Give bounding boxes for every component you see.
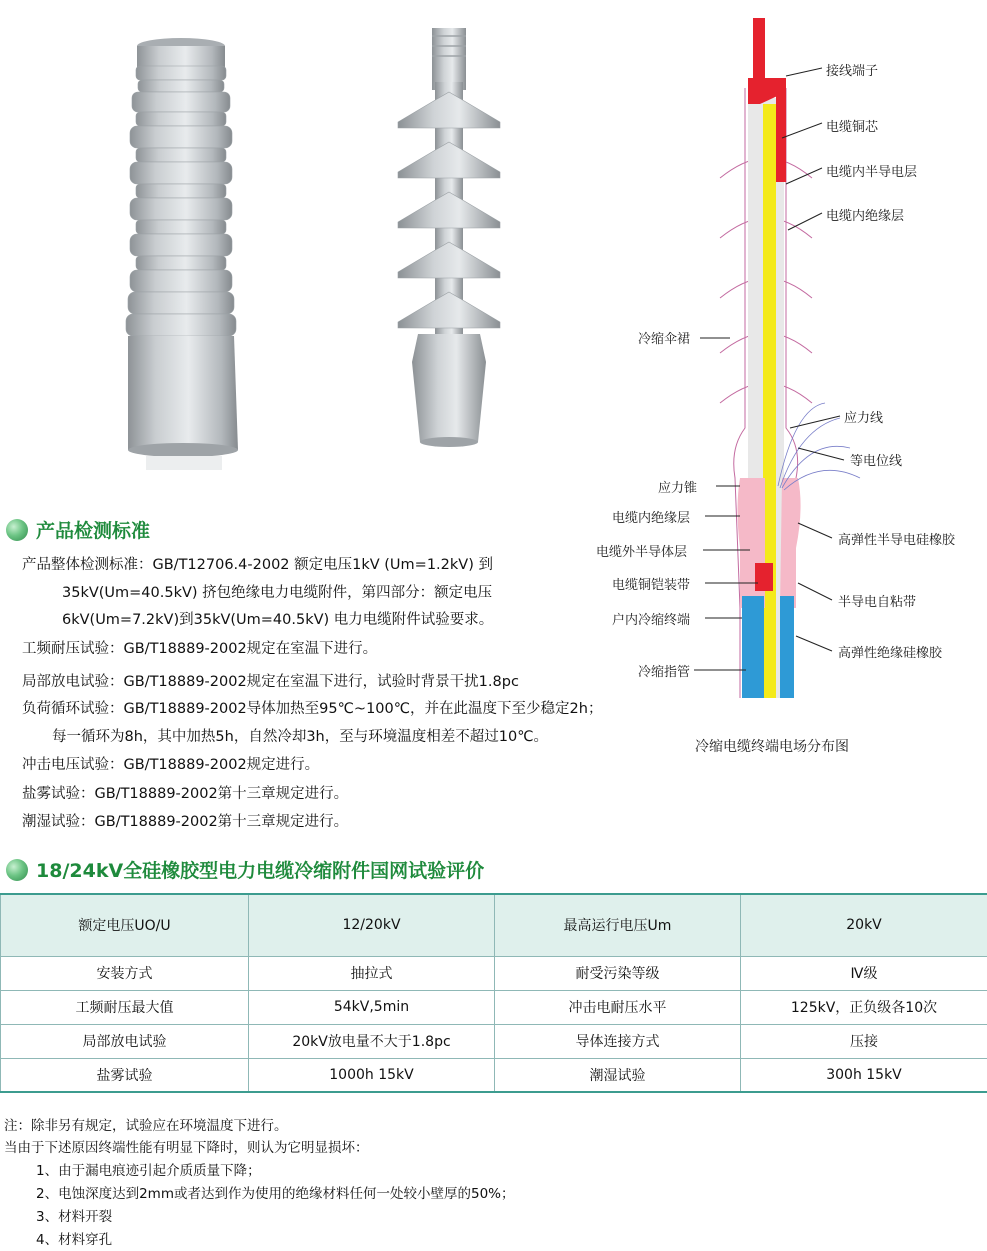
green-bullet-icon xyxy=(6,859,28,881)
standard-line: 潮湿试验：GB/T18889-2002第十三章规定进行。 xyxy=(22,814,349,830)
label-stress-cone: 应力锥 xyxy=(658,481,698,496)
label-inner-insulation-top: 电缆内绝缘层 xyxy=(826,209,905,224)
table-cell: 导体连接方式 xyxy=(495,1024,741,1058)
table-cell: 冲击电耐压水平 xyxy=(495,990,741,1024)
label-terminal: 接线端子 xyxy=(826,64,879,79)
standard-line: 35kV(Um=40.5kV) 挤包绝缘电力电缆附件，第四部分：额定电压 xyxy=(62,585,493,601)
label-finger-tube: 冷缩指管 xyxy=(638,665,691,680)
table-row xyxy=(1,1058,987,1092)
note-line: 3、材料开裂 xyxy=(36,1209,113,1225)
label-copper-core: 电缆铜芯 xyxy=(826,120,879,135)
note-line: 1、由于漏电痕迹引起介质质量下降； xyxy=(36,1163,261,1179)
table-cell: 额定电压UO/U xyxy=(1,894,249,956)
standard-line: 冲击电压试验：GB/T18889-2002规定进行。 xyxy=(22,757,320,773)
table-cell: 压接 xyxy=(741,1024,987,1058)
label-armor-tape: 电缆铜铠装带 xyxy=(612,578,691,593)
table-cell: 潮湿试验 xyxy=(495,1058,741,1092)
standard-line: 负荷循环试验：GB/T18889-2002导体加热至95℃~100℃，并在此温度下至少稳定2h； xyxy=(22,701,603,717)
note-line: 4、材料穿孔 xyxy=(36,1232,113,1248)
label-outer-semiconductor: 电缆外半导体层 xyxy=(596,545,688,560)
standard-line: 局部放电试验：GB/T18889-2002规定在室温下进行，试验时背景干扰1.8pc xyxy=(22,674,519,690)
termination-field-diagram xyxy=(590,8,985,768)
table-header-row xyxy=(1,894,987,956)
table-cell: 局部放电试验 xyxy=(1,1024,249,1058)
table-cell: 1000h 15kV xyxy=(249,1058,495,1092)
label-inner-insulation: 电缆内绝缘层 xyxy=(612,511,691,526)
note-line: 当由于下述原因终端性能有明显下降时，则认为它明显损坏： xyxy=(4,1140,369,1156)
table-cell: 20kV xyxy=(741,894,987,956)
note-line: 注：除非另有规定，试验应在环境温度下进行。 xyxy=(4,1118,288,1134)
table-cell: 安装方式 xyxy=(1,956,249,990)
label-hi-elastic-insulation: 高弹性绝缘硅橡胶 xyxy=(838,646,943,661)
section-evaluation-title: 18/24kV全硅橡胶型电力电缆冷缩附件国网试验评价 xyxy=(36,860,485,882)
table-row xyxy=(1,956,987,990)
section-standards-title: 产品检测标准 xyxy=(36,520,151,542)
standard-line: 盐雾试验：GB/T18889-2002第十三章规定进行。 xyxy=(22,786,349,802)
label-equipotential: 等电位线 xyxy=(850,454,903,469)
table-cell: 耐受污染等级 xyxy=(495,956,741,990)
shedded-insulator-photo xyxy=(388,22,508,462)
table-row xyxy=(1,990,987,1024)
section-standards-heading xyxy=(6,516,150,543)
table-row xyxy=(1,1024,987,1058)
table-cell: 20kV放电量不大于1.8pc xyxy=(249,1024,495,1058)
section-evaluation-heading xyxy=(6,856,484,883)
standard-line: 6kV(Um=7.2kV)到35kV(Um=40.5kV) 电力电缆附件试验要求。 xyxy=(62,612,494,628)
standard-line: 工频耐压试验：GB/T18889-2002规定在室温下进行。 xyxy=(22,641,378,657)
label-inner-semiconductive: 电缆内半导电层 xyxy=(826,165,918,180)
green-bullet-icon xyxy=(6,519,28,541)
table-cell: 最高运行电压Um xyxy=(495,894,741,956)
table-cell: Ⅳ级 xyxy=(741,956,987,990)
table-cell: 300h 15kV xyxy=(741,1058,987,1092)
table-cell: 抽拉式 xyxy=(249,956,495,990)
diagram-caption: 冷缩电缆终端电场分布图 xyxy=(695,739,849,755)
standard-line: 每一循环为8h，其中加热5h，自然冷却3h，至与环境温度相差不超过10℃。 xyxy=(52,729,548,745)
table-cell: 工频耐压最大值 xyxy=(1,990,249,1024)
note-line: 2、电蚀深度达到2mm或者达到作为使用的绝缘材料任何一处较小壁厚的50%； xyxy=(36,1186,515,1202)
evaluation-table xyxy=(0,893,987,1093)
table-cell: 125kV，正负级各10次 xyxy=(741,990,987,1024)
label-sheds: 冷缩伞裙 xyxy=(638,332,691,347)
cold-shrink-tube-photo xyxy=(118,30,258,470)
table-cell: 54kV,5min xyxy=(249,990,495,1024)
label-indoor-termination: 户内冷缩终端 xyxy=(612,613,691,628)
label-hi-elastic-semiconductive: 高弹性半导电硅橡胶 xyxy=(838,533,956,548)
table-cell: 盐雾试验 xyxy=(1,1058,249,1092)
standard-line: 产品整体检测标准：GB/T12706.4-2002 额定电压1kV (Um=1.2kV) 到 xyxy=(22,557,493,573)
label-stress-line: 应力线 xyxy=(844,411,884,426)
label-semiconductive-tape: 半导电自粘带 xyxy=(838,595,917,610)
table-cell: 12/20kV xyxy=(249,894,495,956)
